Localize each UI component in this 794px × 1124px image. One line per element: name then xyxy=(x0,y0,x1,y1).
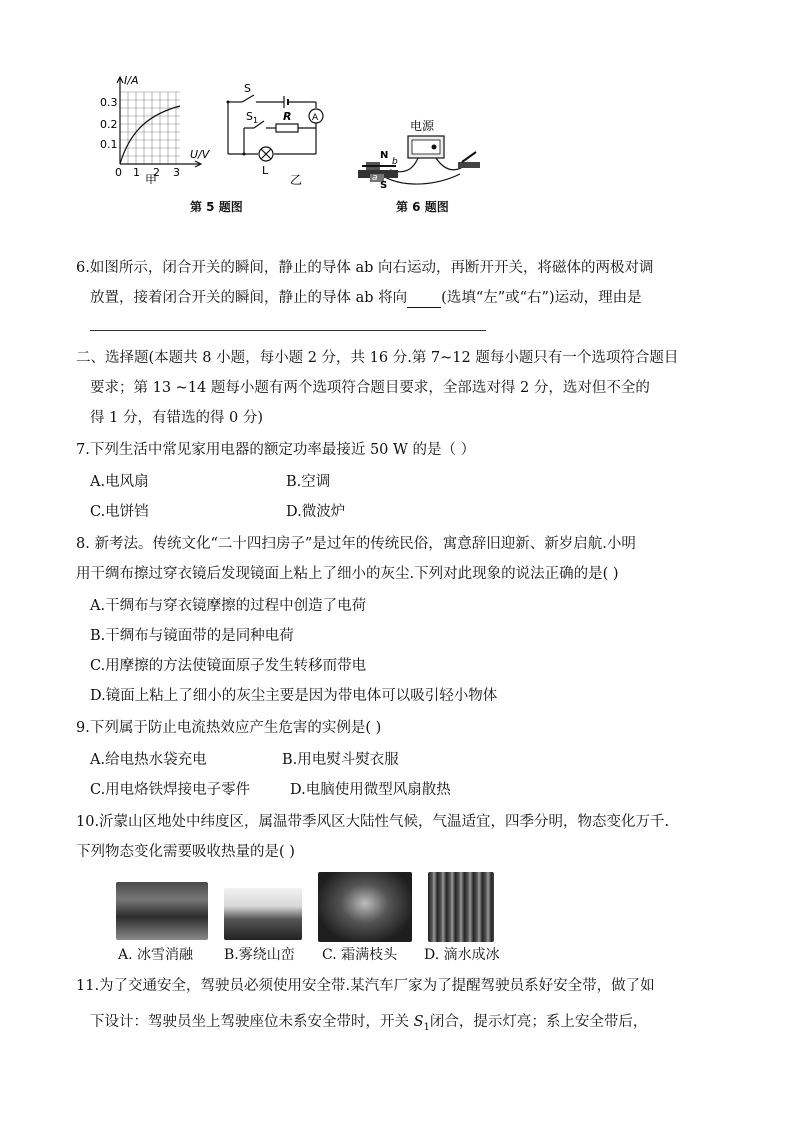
fig6-caption: 第 6 题图 xyxy=(396,200,449,214)
q9-option-c[interactable]: C.用电烙铁焊接电子零件 xyxy=(90,782,251,798)
switch-s1-label: $S_1$ xyxy=(246,110,259,125)
q8-option-d[interactable]: D.镜面上粘上了细小的灰尘主要是因为带电体可以吸引轻小物体 xyxy=(90,688,498,704)
lamp-label: L xyxy=(262,164,269,177)
x-tick: 1 xyxy=(133,166,140,179)
iu-curve xyxy=(120,106,180,164)
graph-label: 甲 xyxy=(145,173,158,184)
q11-line2b: 闭合，提示灯亮；系上安全带后， xyxy=(429,1014,648,1030)
q11-line2 xyxy=(90,1012,647,1038)
q10-option-b[interactable]: B.雾绕山峦 xyxy=(224,947,295,963)
q8-option-b[interactable]: B.干绸布与镜面带的是同种电荷 xyxy=(90,628,294,644)
q6-line1: 6.如图所示，闭合开关的瞬间，静止的导体 ab 向右运动，再断开开关，将磁体的两极对调 xyxy=(76,260,654,276)
fig5-graph xyxy=(96,74,214,184)
resistor-label: R xyxy=(283,110,292,123)
q10-line2: 下列物态变化需要吸收热量的是( ) xyxy=(76,844,295,860)
q11-switch-subscript: 1 xyxy=(423,1021,430,1033)
photo-frost-branch xyxy=(318,872,412,942)
fig6-apparatus xyxy=(352,118,488,192)
q6-reason-blank[interactable] xyxy=(90,330,486,331)
q11-line1: 11.为了交通安全，驾驶员必须使用安全带.某汽车厂家为了提醒驾驶员系好安全带，做了如 xyxy=(76,978,655,994)
fig5-caption: 第 5 题图 xyxy=(190,200,243,214)
photo-ice-melting xyxy=(116,882,208,940)
q9-option-b[interactable]: B.用电熨斗熨衣服 xyxy=(282,752,399,768)
q7-option-d[interactable]: D.微波炉 xyxy=(286,504,346,520)
q6-answer-blank[interactable] xyxy=(407,293,441,308)
q8-line1: 8. 新考法。传统文化“二十四扫房子”是过年的传统民俗，寓意辞旧迎新、新岁启航.小明 xyxy=(76,536,636,552)
q6-line2b: (选填“左”或“右”)运动，理由是 xyxy=(441,290,642,306)
q9-option-d[interactable]: D.电脑使用微型风扇散热 xyxy=(290,782,451,798)
q8-option-a[interactable]: A.干绸布与穿衣镜摩擦的过程中创造了电荷 xyxy=(90,598,367,614)
q10-line1: 10.沂蒙山区地处中纬度区，属温带季风区大陆性气候，气温适宜，四季分明，物态变化万千. xyxy=(76,814,670,830)
photo-icicles xyxy=(428,872,494,942)
q6-line2a: 放置，接着闭合开关的瞬间，静止的导体 ab 将向 xyxy=(90,290,408,306)
q10-option-a[interactable]: A. 冰雪消融 xyxy=(118,947,194,963)
x-tick: 0 xyxy=(115,166,122,179)
x-tick: 2 xyxy=(153,166,160,179)
q10-option-d[interactable]: D. 滴水成冰 xyxy=(424,947,500,963)
y-tick: 0.3 xyxy=(100,96,118,109)
magnet-s-label: S xyxy=(380,180,388,191)
q8-line2: 用干绸布擦过穿衣镜后发现镜面上粘上了细小的灰尘.下列对此现象的说法正确的是( ) xyxy=(76,566,619,582)
q7-option-c[interactable]: C.电饼铛 xyxy=(90,504,149,520)
q7-option-a[interactable]: A.电风扇 xyxy=(90,474,149,490)
power-supply-label: 电源 xyxy=(410,119,435,133)
q6-line2 xyxy=(90,288,642,308)
q11-switch-symbol: S xyxy=(413,1014,424,1030)
conductor-a-label: a xyxy=(372,173,378,183)
section2-line3: 得 1 分，有错选的得 0 分) xyxy=(90,410,264,426)
q10-option-c[interactable]: C. 霜满枝头 xyxy=(322,947,398,963)
conductor-b-label: b xyxy=(392,157,398,167)
q7-stem: 7.下列生活中常见家用电器的额定功率最接近 50 W 的是（ ） xyxy=(76,442,476,458)
x-tick: 3 xyxy=(173,166,180,179)
q9-option-a[interactable]: A.给电热水袋充电 xyxy=(90,752,207,768)
circuit-label: 乙 xyxy=(290,173,303,186)
y-axis-label: I/A xyxy=(124,74,139,87)
x-axis-label: U/V xyxy=(190,148,210,161)
y-tick: 0.2 xyxy=(100,118,118,131)
photo-fog-mountain xyxy=(224,888,302,940)
fig5-circuit xyxy=(220,82,330,186)
y-tick: 0.1 xyxy=(100,138,118,151)
magnet-n-label: N xyxy=(380,150,389,161)
section2-line2: 要求；第 13 ~14 题每小题有两个选项符合题目要求，全部选对得 2 分，选对但不全的 xyxy=(90,380,650,396)
ammeter-label: A xyxy=(312,113,319,123)
switch-s-label: S xyxy=(244,82,251,95)
q8-option-c[interactable]: C.用摩擦的方法使镜面原子发生转移而带电 xyxy=(90,658,367,674)
q7-option-b[interactable]: B.空调 xyxy=(286,474,331,490)
section2-line1: 二、选择题(本题共 8 小题，每小题 2 分，共 16 分.第 7~12 题每小题只有一个选项符合题目 xyxy=(76,350,679,366)
q9-stem: 9.下列属于防止电流热效应产生危害的实例是( ) xyxy=(76,720,382,736)
q11-line2a: 下设计：驾驶员坐上驾驶座位未系安全带时，开关 xyxy=(90,1014,414,1030)
